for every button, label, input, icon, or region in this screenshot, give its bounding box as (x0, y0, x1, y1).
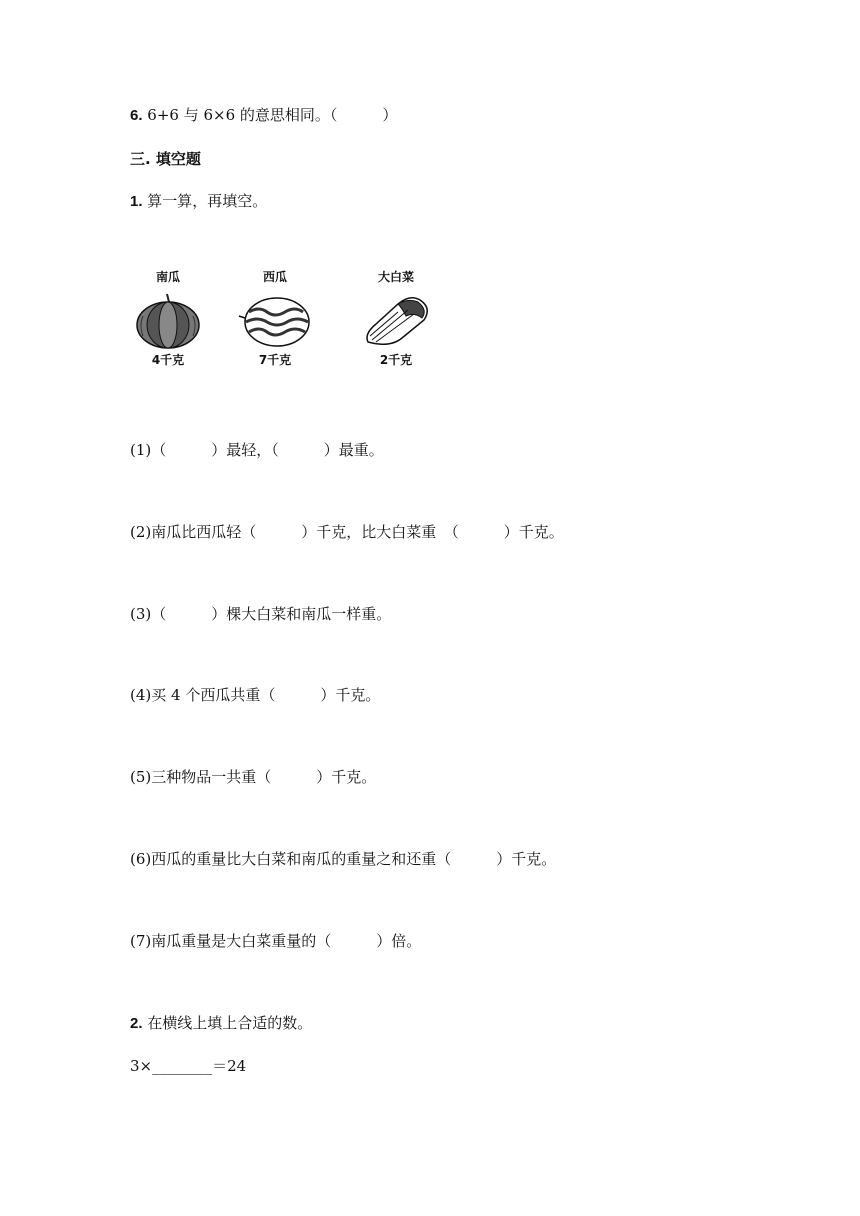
item-watermelon (233, 268, 317, 368)
question-prompt: 在横线上填上合适的数。 (147, 1014, 313, 1032)
item-cabbage (354, 268, 438, 368)
section-title: 三. 填空题 (130, 150, 201, 168)
chinese-cabbage-icon (358, 290, 434, 350)
question-2 (130, 1013, 312, 1034)
watermelon-icon (237, 290, 313, 350)
question-number: 6. (130, 107, 143, 124)
question-text: 6+6 与 6×6 的意思相同。（ ） (147, 106, 398, 124)
sub-question-7: (7)南瓜重量是大白菜重量的（ ）倍。 (130, 932, 422, 950)
judge-question-6 (130, 105, 397, 126)
sub-question-6: (6)西瓜的重量比大白菜和南瓜的重量之和还重（ ）千克。 (130, 850, 557, 868)
sub-question-2: (2)南瓜比西瓜轻（ ）千克，比大白菜重 （ ）千克。 (130, 523, 564, 541)
question-1 (130, 191, 267, 212)
item-weight: 7千克 (258, 353, 292, 367)
sub-question-4: (4)买 4 个西瓜共重（ ）千克。 (130, 686, 381, 704)
item-weight: 2千克 (379, 353, 413, 367)
sub-question-5: (5)三种物品一共重（ ）千克。 (130, 768, 377, 786)
pumpkin-icon (133, 290, 203, 350)
weights-figure (126, 268, 446, 388)
item-name: 西瓜 (262, 270, 287, 284)
sub-question-3: (3)（ ）棵大白菜和南瓜一样重。 (130, 605, 392, 623)
question-number: 2. (130, 1015, 143, 1032)
item-weight: 4千克 (151, 353, 185, 367)
question-prompt: 算一算，再填空。 (147, 192, 268, 210)
item-pumpkin (126, 268, 210, 368)
sub-question-1: (1)（ ）最轻，（ ）最重。 (130, 441, 384, 459)
question-number: 1. (130, 193, 143, 210)
item-name: 南瓜 (155, 270, 180, 284)
equation: 3×________＝24 (130, 1057, 247, 1075)
item-name: 大白菜 (377, 270, 414, 284)
